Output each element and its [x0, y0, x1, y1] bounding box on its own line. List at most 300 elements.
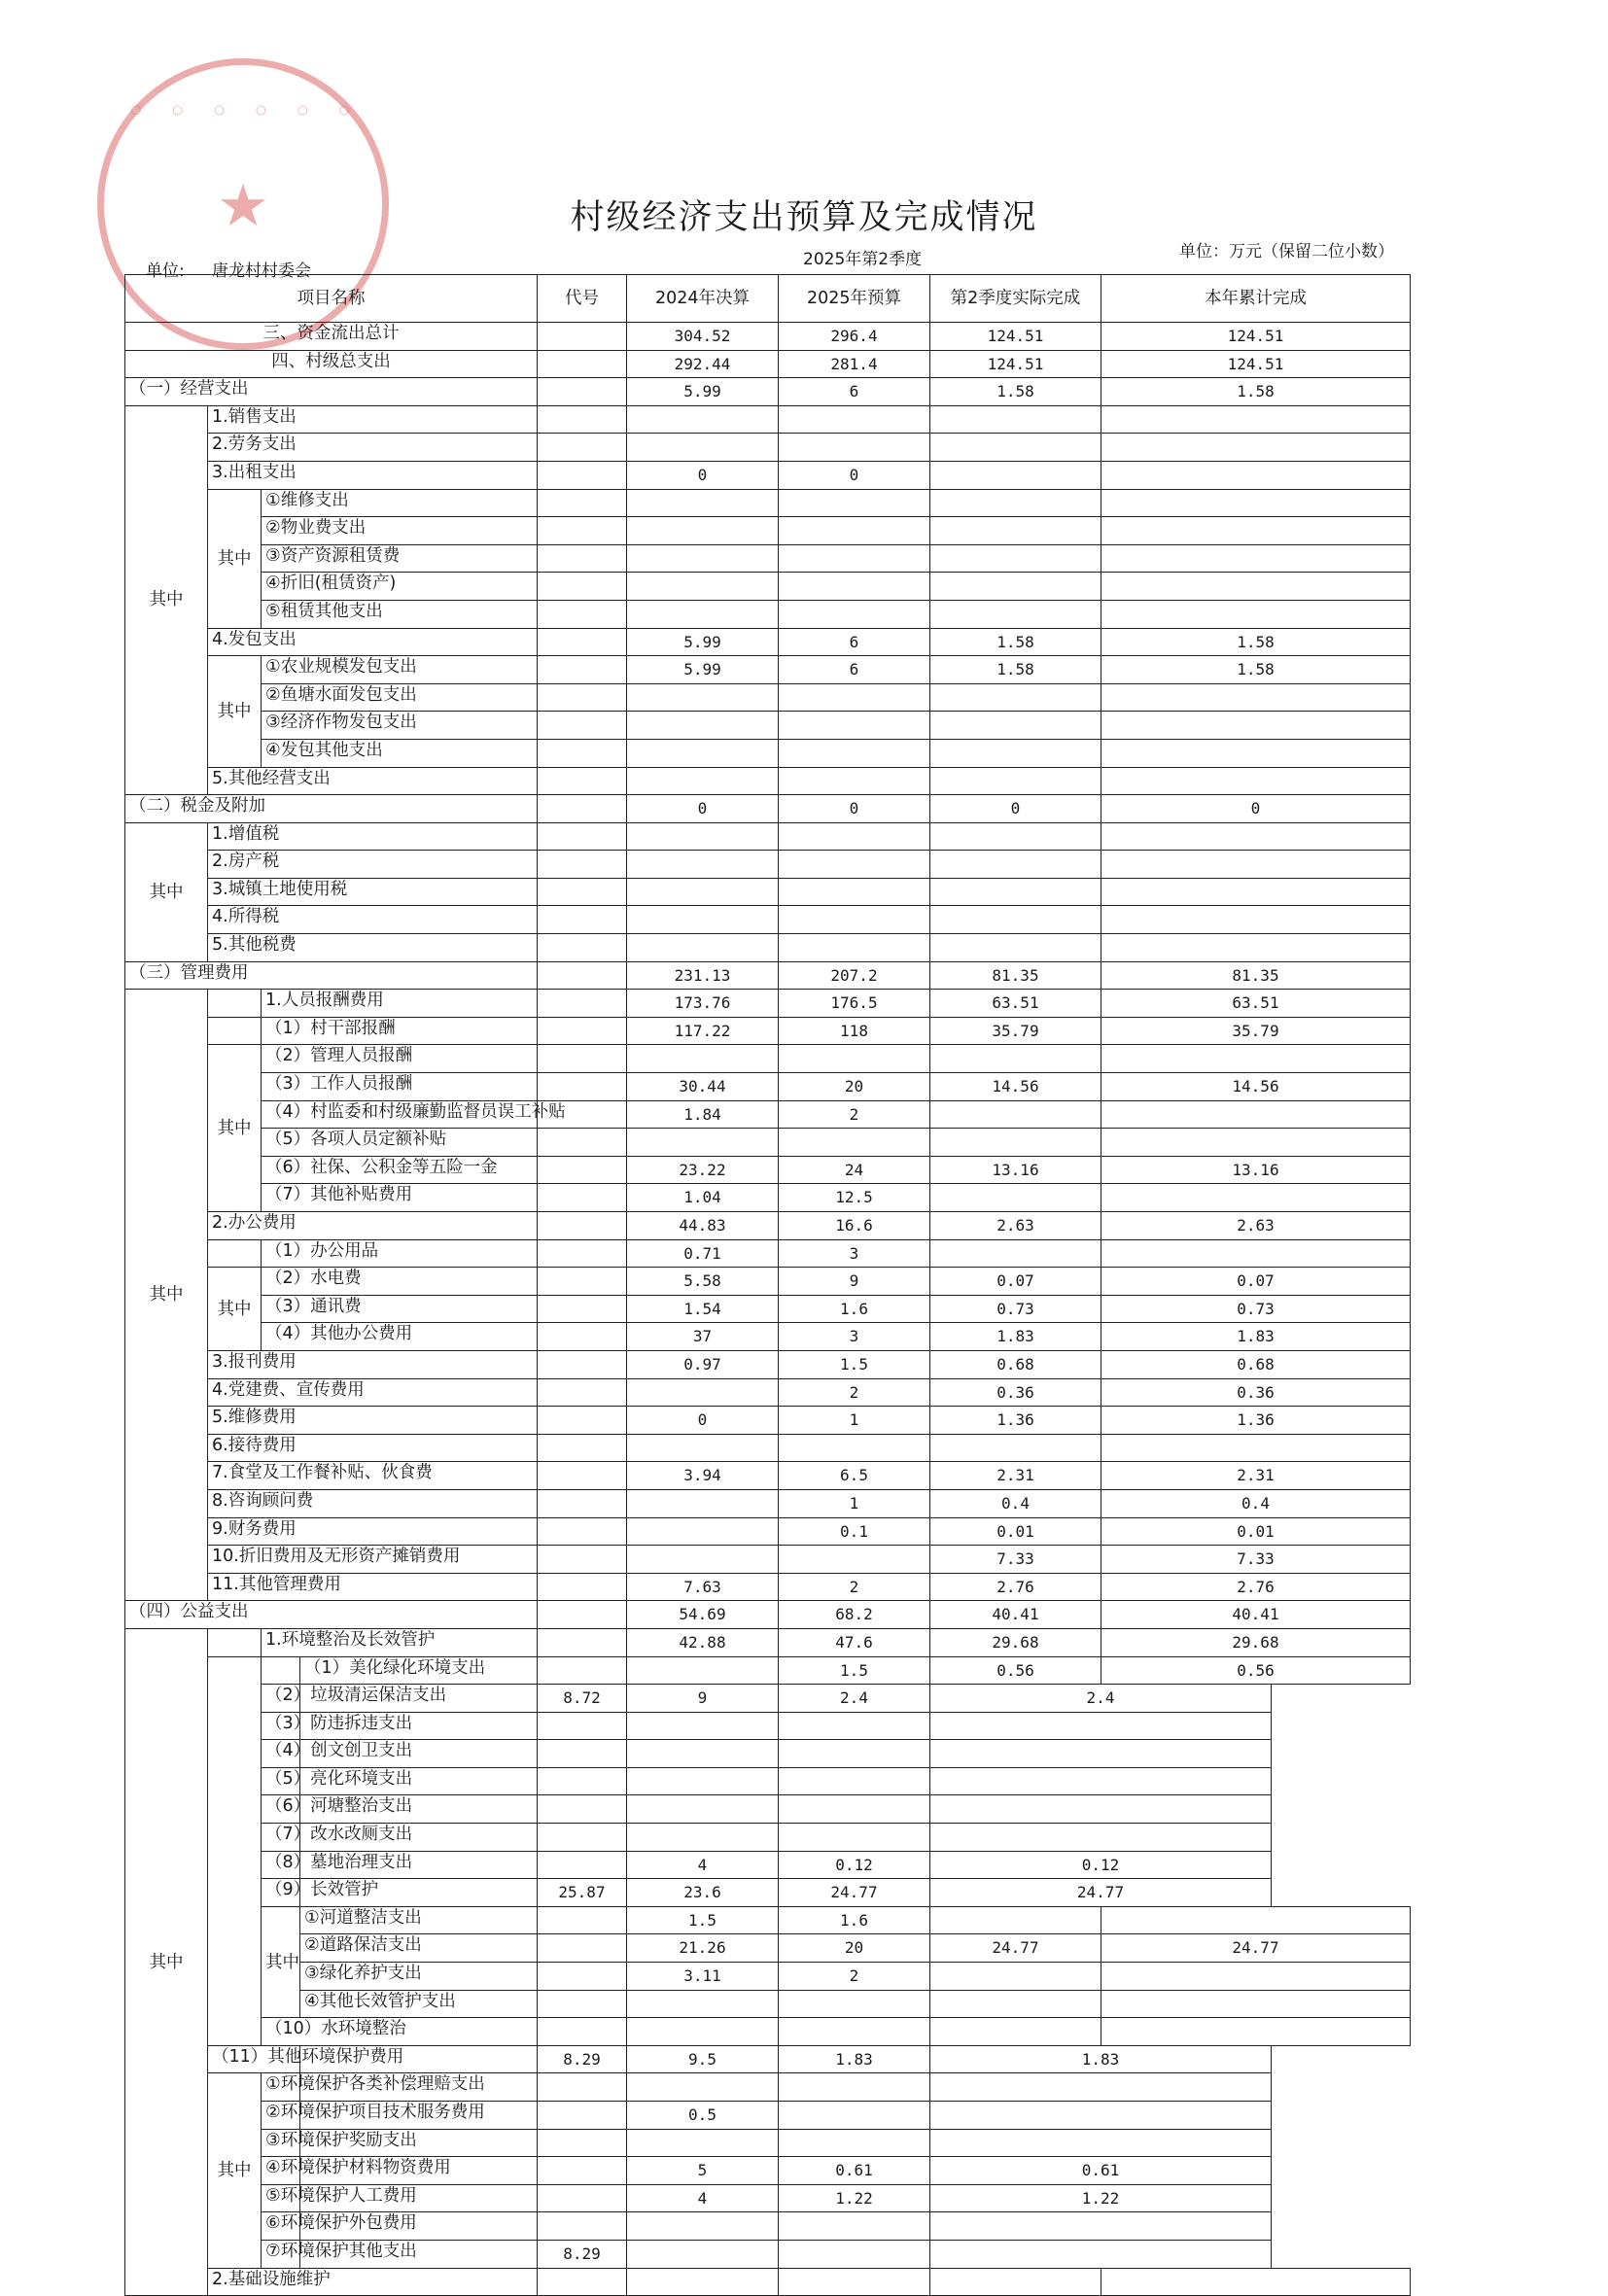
ytd-value: 124.51: [1101, 323, 1411, 351]
header-2025: 2025年预算: [779, 275, 930, 323]
table-row: [125, 1712, 1411, 1740]
q2-value: [930, 934, 1101, 962]
table-row: [125, 1129, 1411, 1157]
code-cell: [538, 1017, 627, 1045]
2025-value: [779, 434, 930, 462]
item-name: ④环境保护材料物资费用: [262, 2157, 300, 2185]
2025-value: [779, 2268, 930, 2296]
2024-value: 42.88: [627, 1628, 779, 1656]
code-cell: [538, 405, 627, 434]
ytd-value: 40.41: [1101, 1601, 1411, 1629]
2024-value: [538, 1851, 627, 1879]
q2-value: 1.83: [930, 1323, 1101, 1351]
table-row: [125, 990, 1411, 1018]
ytd-value: [1101, 1045, 1411, 1073]
ytd-value: [930, 1795, 1272, 1824]
item-name: （1）办公用品: [262, 1239, 538, 1268]
item-name: 11.其他管理费用: [208, 1573, 538, 1601]
table-row: [125, 906, 1411, 934]
ytd-value: 0.4: [1101, 1489, 1411, 1517]
table-row: [125, 1824, 1411, 1852]
table-row: [125, 1795, 1411, 1824]
2025-value: [779, 405, 930, 434]
2024-value: 231.13: [627, 961, 779, 990]
ytd-value: 2.31: [1101, 1462, 1411, 1490]
2024-value: 1.04: [627, 1184, 779, 1212]
code-cell: [538, 1546, 627, 1574]
table-row: [125, 1434, 1411, 1462]
q2-value: [930, 851, 1101, 879]
q2-value: [930, 461, 1101, 489]
item-name: （1）村干部报酬: [262, 1017, 538, 1045]
2025-value: [779, 822, 930, 851]
item-name: ⑤环境保护人工费用: [262, 2184, 300, 2212]
code-cell: [538, 795, 627, 823]
2025-value: 16.6: [779, 1212, 930, 1240]
ytd-value: [930, 1740, 1272, 1768]
ytd-value: [1101, 461, 1411, 489]
q2-value: [930, 2018, 1101, 2046]
code-cell: [538, 1906, 627, 1934]
code-cell: [538, 822, 627, 851]
2024-value: 5.99: [627, 628, 779, 656]
item-name: ①环境保护各类补偿理赔支出: [262, 2073, 300, 2102]
2024-value: 44.83: [627, 1212, 779, 1240]
2025-value: 1.6: [779, 1295, 930, 1323]
ytd-value: 2.76: [1101, 1573, 1411, 1601]
spacer-cell: [262, 1656, 300, 1685]
ytd-value: [930, 1767, 1272, 1795]
2025-value: 6: [779, 378, 930, 406]
2024-value: 173.76: [627, 990, 779, 1018]
2024-value: 1.54: [627, 1295, 779, 1323]
2024-value: [627, 600, 779, 628]
q2-value: 24.77: [930, 1934, 1101, 1963]
code-cell: [538, 628, 627, 656]
2025-value: 0: [779, 795, 930, 823]
item-name: （9）长效管护: [262, 1879, 300, 1907]
q2-value: 81.35: [930, 961, 1101, 990]
item-name: 1.销售支出: [208, 405, 538, 434]
2024-value: 0.97: [627, 1350, 779, 1378]
q2-value: 0.12: [779, 1851, 930, 1879]
item-name: （4）创文创卫支出: [262, 1740, 300, 1768]
group-label: 其中: [125, 822, 208, 961]
2024-value: [627, 739, 779, 767]
header-ytd: 本年累计完成: [1101, 275, 1411, 323]
currency-unit: 单位：万元（保留二位小数）: [1179, 242, 1394, 261]
q2-value: 14.56: [930, 1073, 1101, 1101]
q2-value: 2.63: [930, 1212, 1101, 1240]
q2-value: 1.58: [930, 656, 1101, 684]
code-cell: [538, 961, 627, 990]
ytd-value: [1101, 1434, 1411, 1462]
q2-value: [930, 906, 1101, 934]
code-cell: [538, 1295, 627, 1323]
ytd-value: [1101, 600, 1411, 628]
2025-value: 0.5: [627, 2102, 779, 2130]
q2-value: 2.76: [930, 1573, 1101, 1601]
code-cell: [538, 1407, 627, 1435]
2025-value: [779, 573, 930, 601]
2025-value: 296.4: [779, 323, 930, 351]
ytd-value: [1101, 1184, 1411, 1212]
table-row: [125, 1156, 1411, 1184]
q2-value: [930, 544, 1101, 573]
table-row: [125, 1462, 1411, 1490]
item-name: ②道路保洁支出: [300, 1934, 538, 1963]
group-label: 其中: [125, 405, 208, 794]
2024-value: 7.63: [627, 1573, 779, 1601]
item-name: ②鱼塘水面发包支出: [262, 683, 538, 712]
2025-value: [779, 544, 930, 573]
2025-value: [627, 2073, 779, 2102]
code-cell: [538, 1378, 627, 1407]
ytd-value: 0.73: [1101, 1295, 1411, 1323]
table-row: [125, 461, 1411, 489]
table-row: [125, 544, 1411, 573]
item-name: ③环境保护奖励支出: [262, 2129, 300, 2157]
q2-value: [930, 517, 1101, 545]
code-cell: [538, 1990, 627, 2018]
code-cell: [538, 1963, 627, 1991]
ytd-value: 0.07: [1101, 1268, 1411, 1296]
table-row: [125, 1851, 1411, 1879]
table-row: [125, 1628, 1411, 1656]
q2-value: 29.68: [930, 1628, 1101, 1656]
2025-value: 207.2: [779, 961, 930, 990]
ytd-value: 1.36: [1101, 1407, 1411, 1435]
table-row: [125, 573, 1411, 601]
ytd-value: [930, 2240, 1272, 2268]
item-name: （7）改水改厕支出: [262, 1824, 300, 1852]
2024-value: 304.52: [627, 323, 779, 351]
q2-value: [779, 2102, 930, 2130]
2025-value: 4: [627, 2184, 779, 2212]
ytd-value: 24.77: [1101, 1934, 1411, 1963]
2025-value: [779, 767, 930, 795]
q2-value: [930, 1129, 1101, 1157]
q2-value: [930, 1184, 1101, 1212]
2025-value: [779, 1129, 930, 1157]
2025-value: 1.6: [779, 1906, 930, 1934]
2024-value: [538, 2102, 627, 2130]
group-label: [208, 1656, 262, 2045]
2024-value: 3.11: [627, 1963, 779, 1991]
2024-value: 117.22: [627, 1017, 779, 1045]
ytd-value: 0.68: [1101, 1350, 1411, 1378]
spacer-cell: [208, 1628, 262, 1656]
table-row: [125, 1489, 1411, 1517]
2025-value: 118: [779, 1017, 930, 1045]
q2-value: [930, 1434, 1101, 1462]
q2-value: [930, 1906, 1101, 1934]
2024-value: 1.5: [627, 1906, 779, 1934]
2024-value: 25.87: [538, 1879, 627, 1907]
2024-value: 0: [627, 795, 779, 823]
ytd-value: 63.51: [1101, 990, 1411, 1018]
code-cell: [538, 878, 627, 906]
table-row: [125, 1546, 1411, 1574]
2024-value: [627, 573, 779, 601]
ytd-value: [1101, 906, 1411, 934]
2024-value: [627, 851, 779, 879]
code-cell: [538, 1045, 627, 1073]
code-cell: [538, 489, 627, 517]
item-name: 6.接待费用: [208, 1434, 538, 1462]
item-name: （1）美化绿化环境支出: [300, 1656, 538, 1685]
table-row: [125, 1100, 1411, 1129]
ytd-value: 1.58: [1101, 628, 1411, 656]
2024-value: [627, 489, 779, 517]
2024-value: [627, 683, 779, 712]
2024-value: [627, 517, 779, 545]
2025-value: [779, 739, 930, 767]
table-row: [125, 767, 1411, 795]
2025-value: [779, 1990, 930, 2018]
2025-value: 0.1: [779, 1517, 930, 1546]
q2-value: 124.51: [930, 323, 1101, 351]
code-cell: [538, 1268, 627, 1296]
ytd-value: 7.33: [1101, 1546, 1411, 1574]
2024-value: 8.29: [538, 2240, 627, 2268]
unit-label: 单位:: [146, 261, 185, 281]
2025-value: 68.2: [779, 1601, 930, 1629]
2025-value: 3: [779, 1323, 930, 1351]
2025-value: 2: [779, 1378, 930, 1407]
spacer-cell: [208, 990, 262, 1018]
ytd-value: 0: [1101, 795, 1411, 823]
2025-value: [627, 1712, 779, 1740]
2025-value: 176.5: [779, 990, 930, 1018]
2024-value: [538, 1795, 627, 1824]
seal-star-icon: ★: [217, 172, 269, 240]
ytd-value: [1101, 934, 1411, 962]
item-name: ④其他长效管护支出: [300, 1990, 538, 2018]
q2-value: 0.01: [930, 1517, 1101, 1546]
ytd-value: [1101, 517, 1411, 545]
ytd-value: [1101, 1906, 1411, 1934]
code-cell: [538, 378, 627, 406]
table-row: [125, 1212, 1411, 1240]
item-name: （3）防违拆违支出: [262, 1712, 300, 1740]
2024-value: 37: [627, 1323, 779, 1351]
item-name: （一）经营支出: [125, 378, 538, 406]
q2-value: 124.51: [930, 350, 1101, 378]
item-name: （四）公益支出: [125, 1601, 538, 1629]
table-row: [125, 1573, 1411, 1601]
item-name: （3）通讯费: [262, 1295, 538, 1323]
code-cell: [538, 434, 627, 462]
2024-value: [627, 405, 779, 434]
ytd-value: 0.12: [930, 1851, 1272, 1879]
code-cell: [538, 350, 627, 378]
ytd-value: [1101, 878, 1411, 906]
code-cell: [538, 1212, 627, 1240]
2024-value: [538, 2212, 627, 2241]
item-name: 3.报刊费用: [208, 1350, 538, 1378]
item-name: （7）其他补贴费用: [262, 1184, 538, 1212]
table-row: [125, 1350, 1411, 1378]
table-row: [125, 1906, 1411, 1934]
group-label: 其中: [208, 2073, 262, 2268]
q2-value: [930, 878, 1101, 906]
item-name: （10）水环境整治: [262, 2018, 538, 2046]
table-row: [125, 2240, 1411, 2268]
2024-value: 3.94: [627, 1462, 779, 1490]
item-name: （二）税金及附加: [125, 795, 538, 823]
group-label: 其中: [208, 1268, 262, 1351]
item-name: 4.所得税: [208, 906, 538, 934]
table-row: [125, 2073, 1411, 2102]
code-cell: [538, 1156, 627, 1184]
code-cell: [538, 767, 627, 795]
2025-value: [627, 1824, 779, 1852]
table-row: [125, 1990, 1411, 2018]
2025-value: 5: [627, 2157, 779, 2185]
table-row: [125, 405, 1411, 434]
item-name: 2.办公费用: [208, 1212, 538, 1240]
q2-value: 2.4: [779, 1685, 930, 1713]
q2-value: [779, 1767, 930, 1795]
2025-value: 24: [779, 1156, 930, 1184]
table-row: [125, 1656, 1411, 1685]
item-name: 10.折旧费用及无形资产摊销费用: [208, 1546, 538, 1574]
2024-value: [538, 2129, 627, 2157]
ytd-value: 1.83: [1101, 1323, 1411, 1351]
code-cell: [538, 1239, 627, 1268]
code-cell: [538, 906, 627, 934]
table-row: [125, 2102, 1411, 2130]
2025-value: 0: [779, 461, 930, 489]
2024-value: [627, 1434, 779, 1462]
q2-value: 0.73: [930, 1295, 1101, 1323]
q2-value: [779, 2129, 930, 2157]
2025-value: 9: [627, 1685, 779, 1713]
item-name: （4）村监委和村级廉勤监督员误工补贴: [262, 1100, 538, 1129]
2024-value: 21.26: [627, 1934, 779, 1963]
item-name: 7.食堂及工作餐补贴、伙食费: [208, 1462, 538, 1490]
2025-value: 1.5: [779, 1656, 930, 1685]
2024-value: [627, 906, 779, 934]
group-label: 其中: [208, 1045, 262, 1212]
2024-value: [627, 1656, 779, 1685]
item-name: ⑦环境保护其他支出: [262, 2240, 300, 2268]
q2-value: 40.41: [930, 1601, 1101, 1629]
ytd-value: [1101, 2018, 1411, 2046]
q2-value: [930, 2268, 1101, 2296]
group-label: 其中: [208, 656, 262, 767]
ytd-value: 0.61: [930, 2157, 1272, 2185]
2025-value: 1.5: [779, 1350, 930, 1378]
item-name: （6）河塘整治支出: [262, 1795, 300, 1824]
table-row: [125, 961, 1411, 990]
code-cell: [538, 1323, 627, 1351]
unit-name: 唐龙村村委会: [212, 261, 311, 281]
q2-value: [779, 2212, 930, 2241]
table-row: [125, 851, 1411, 879]
item-name: 2.房产税: [208, 851, 538, 879]
item-name: ①河道整洁支出: [300, 1906, 538, 1934]
item-name: 2.基础设施维护: [208, 2268, 538, 2296]
item-name: （5）各项人员定额补贴: [262, 1129, 538, 1157]
2025-value: 12.5: [779, 1184, 930, 1212]
2025-value: 9: [779, 1268, 930, 1296]
table-row: [125, 600, 1411, 628]
q2-value: 35.79: [930, 1017, 1101, 1045]
item-name: ③绿化养护支出: [300, 1963, 538, 1991]
2025-value: [779, 1045, 930, 1073]
2025-value: [779, 2018, 930, 2046]
2024-value: [627, 434, 779, 462]
q2-value: 0.07: [930, 1268, 1101, 1296]
table-row: [125, 1407, 1411, 1435]
item-name: （6）社保、公积金等五险一金: [262, 1156, 538, 1184]
table-row: [125, 1517, 1411, 1546]
table-row: [125, 1073, 1411, 1101]
2024-value: [538, 1712, 627, 1740]
table-row: [125, 878, 1411, 906]
ytd-value: 1.83: [930, 2045, 1272, 2073]
code-cell: [538, 1462, 627, 1490]
table-row: [125, 2157, 1411, 2185]
item-name: 5.维修费用: [208, 1407, 538, 1435]
code-cell: [538, 461, 627, 489]
2025-value: [779, 517, 930, 545]
table-row: [125, 628, 1411, 656]
code-cell: [538, 1517, 627, 1546]
item-name: （2）水电费: [262, 1268, 538, 1296]
2024-value: 1.84: [627, 1100, 779, 1129]
2024-value: 5.58: [627, 1268, 779, 1296]
header-code: 代号: [538, 275, 627, 323]
code-cell: [538, 517, 627, 545]
2025-value: 20: [779, 1073, 930, 1101]
table-row: [125, 1963, 1411, 1991]
table-row: [125, 1601, 1411, 1629]
expenditure-table: [124, 274, 1411, 2296]
2025-value: 2: [779, 1100, 930, 1129]
group-label: 其中: [125, 1628, 208, 2295]
table-row: [125, 378, 1411, 406]
ytd-value: 2.63: [1101, 1212, 1411, 1240]
2024-value: [627, 767, 779, 795]
q2-value: [930, 767, 1101, 795]
2025-value: 6: [779, 656, 930, 684]
item-name: （三）管理费用: [125, 961, 538, 990]
item-name: ①维修支出: [262, 489, 538, 517]
q2-value: [930, 573, 1101, 601]
table-row: [125, 1295, 1411, 1323]
q2-value: 0.61: [779, 2157, 930, 2185]
spacer-cell: [208, 1239, 262, 1268]
2025-value: [779, 934, 930, 962]
2025-value: 3: [779, 1239, 930, 1268]
item-name: 1.人员报酬费用: [262, 990, 538, 1018]
2024-value: [627, 1990, 779, 2018]
2024-value: 54.69: [627, 1601, 779, 1629]
ytd-value: [930, 2212, 1272, 2241]
q2-value: [779, 1824, 930, 1852]
q2-value: 0.56: [930, 1656, 1101, 1685]
period-label: 2025年第2季度: [803, 250, 923, 269]
2025-value: 20: [779, 1934, 930, 1963]
q2-value: [930, 1100, 1101, 1129]
ytd-value: 0.36: [1101, 1378, 1411, 1407]
header-name: 项目名称: [125, 275, 538, 323]
ytd-value: 1.22: [930, 2184, 1272, 2212]
q2-value: 1.22: [779, 2184, 930, 2212]
